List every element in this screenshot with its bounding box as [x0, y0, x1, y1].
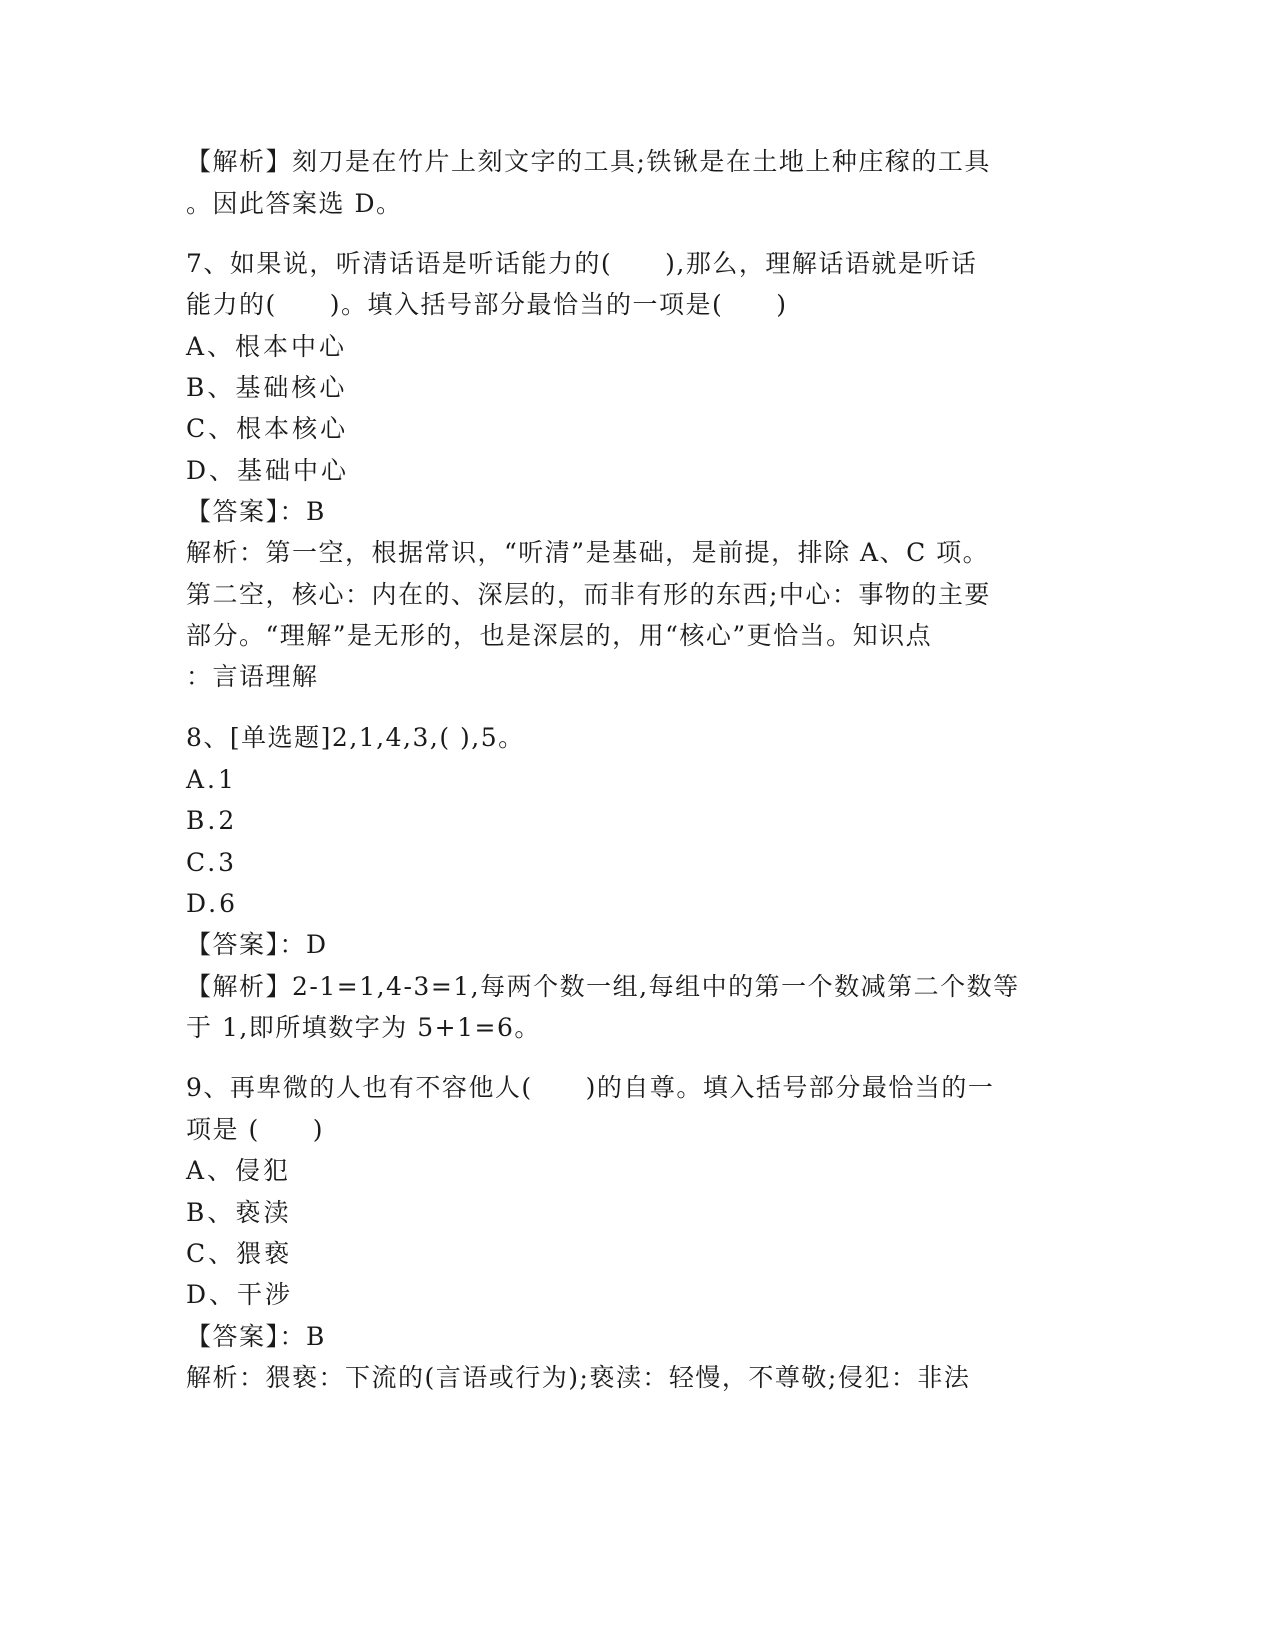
- analysis-line: 解析：猥亵：下流的(言语或行为);亵渎：轻慢，不尊敬;侵犯：非法: [186, 1363, 971, 1392]
- question-stem: 7、如果说，听清话语是听话能力的( ),那么，理解话语就是听话: [186, 249, 978, 278]
- option-c: C、猥亵: [186, 1239, 293, 1268]
- question-stem: 能力的( )。填入括号部分最恰当的一项是( ): [186, 290, 788, 319]
- option-b: B、亵渎: [186, 1198, 292, 1227]
- analysis-line: 于 1,即所填数字为 5+1=6。: [186, 1013, 541, 1042]
- question-stem: 项是 ( ): [186, 1115, 324, 1144]
- analysis-line: 部分。“理解”是无形的，也是深层的，用“核心”更恰当。知识点: [186, 621, 933, 650]
- question-stem: 9、再卑微的人也有不容他人( )的自尊。填入括号部分最恰当的一: [186, 1073, 995, 1102]
- option-b: B.2: [186, 806, 238, 835]
- option-d: D、干涉: [186, 1280, 294, 1309]
- answer-line: 【答案】：B: [186, 1322, 326, 1351]
- option-a: A、侵犯: [186, 1156, 292, 1185]
- answer-line: 【答案】：B: [186, 497, 326, 526]
- analysis-line: 【解析】刻刀是在竹片上刻文字的工具;铁锹是在土地上种庄稼的工具: [186, 147, 991, 176]
- analysis-line: ：言语理解: [186, 662, 319, 691]
- option-d: D、基础中心: [186, 456, 350, 485]
- option-b: B、基础核心: [186, 373, 348, 402]
- option-a: A、根本中心: [186, 332, 348, 361]
- analysis-line: 。因此答案选 D。: [186, 189, 403, 218]
- analysis-line: 第二空，核心：内在的、深层的，而非有形的东西;中心：事物的主要: [186, 580, 991, 609]
- option-c: C.3: [186, 848, 238, 877]
- option-d: D.6: [186, 889, 239, 918]
- answer-line: 【答案】：D: [186, 930, 328, 959]
- option-c: C、根本核心: [186, 414, 349, 443]
- analysis-line: 【解析】2-1=1,4-3=1,每两个数一组,每组中的第一个数减第二个数等: [186, 972, 1020, 1001]
- analysis-line: 解析：第一空，根据常识，“听清”是基础，是前提，排除 A、C 项。: [186, 538, 990, 567]
- question-stem: 8、[单选题]2,1,4,3,( ),5。: [186, 723, 525, 752]
- option-a: A.1: [186, 765, 237, 794]
